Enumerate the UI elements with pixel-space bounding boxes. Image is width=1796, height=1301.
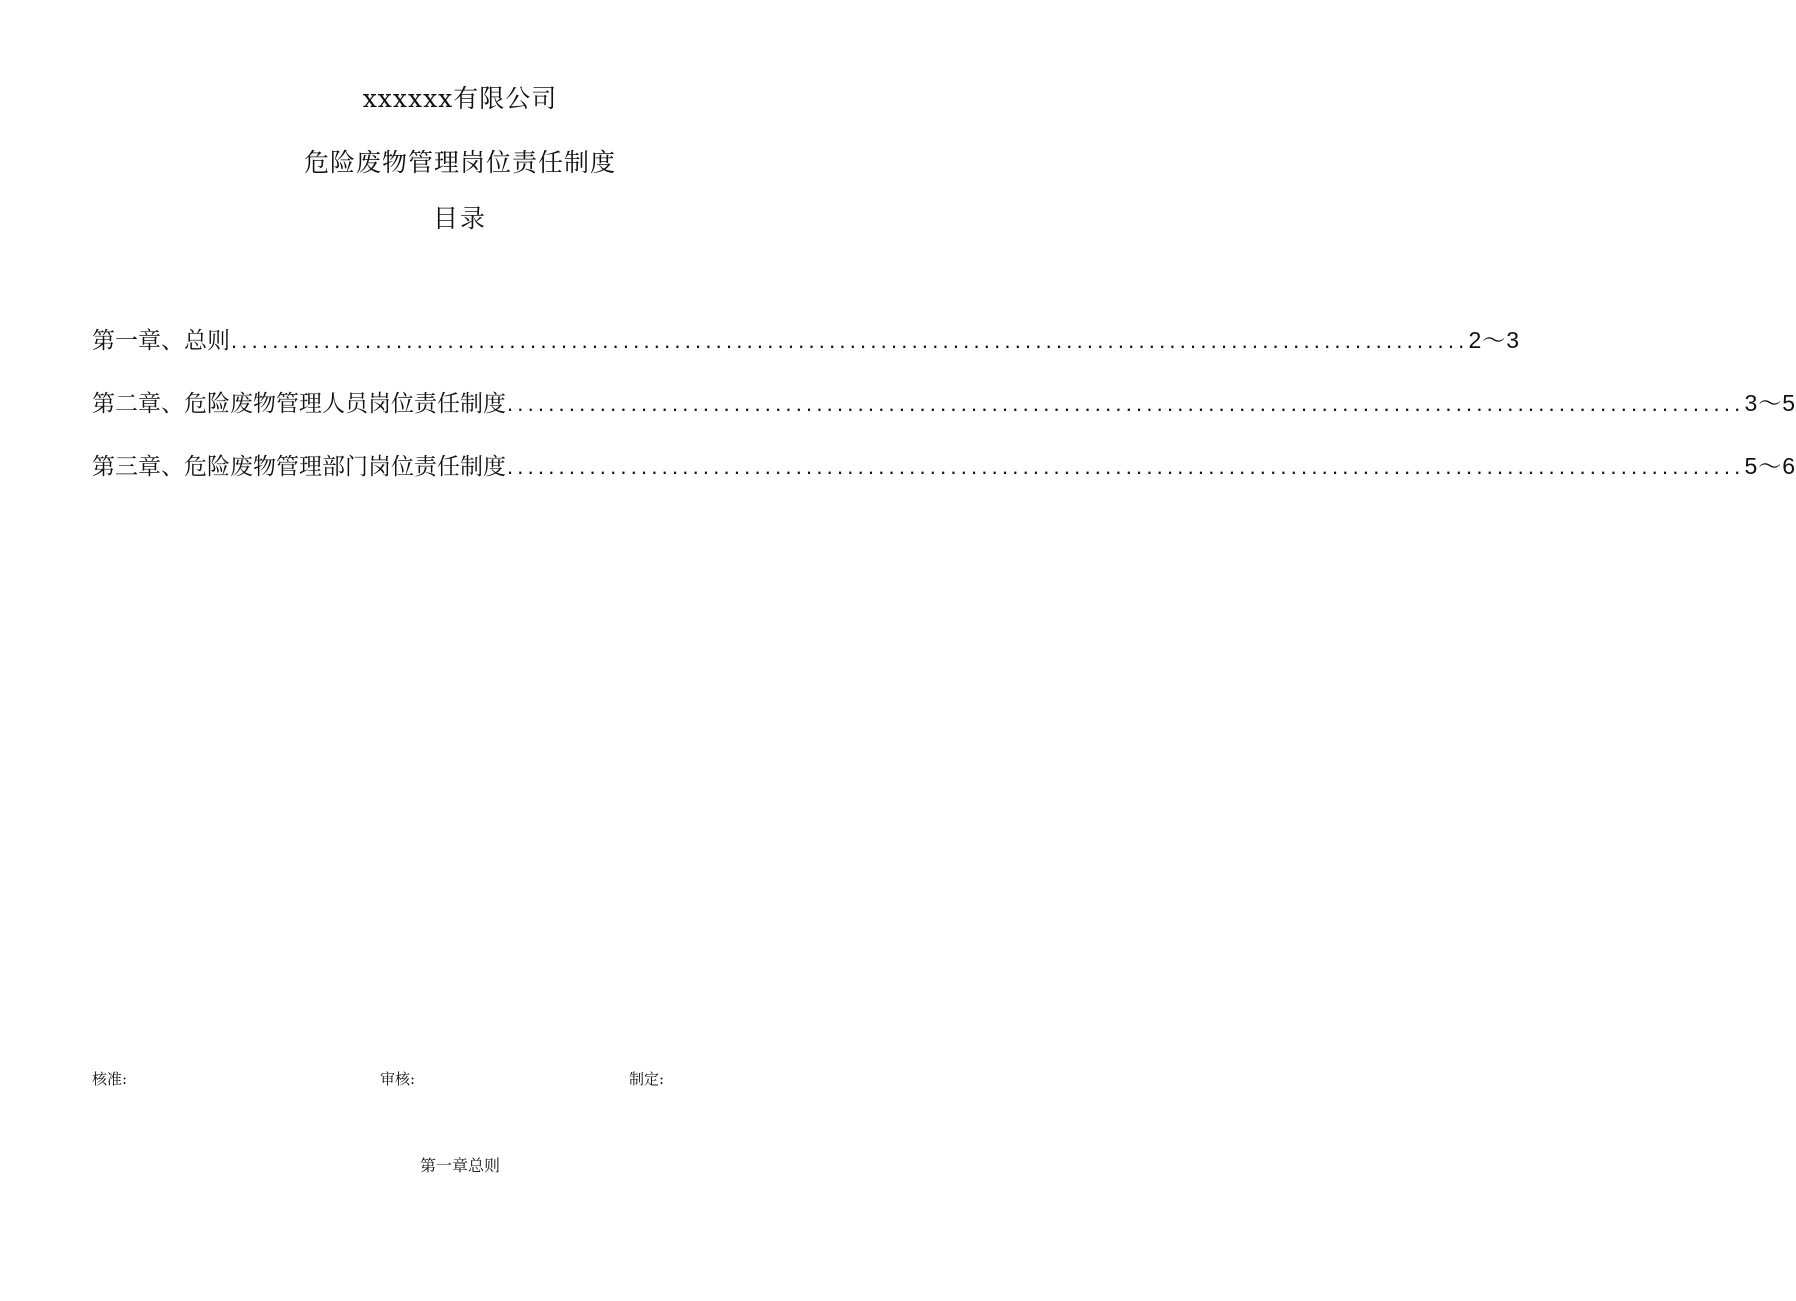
prepared-by-signature-label: 制定: <box>629 1070 665 1088</box>
toc-entry-pages: 5〜6 <box>1744 453 1796 479</box>
toc-dot-leader: ........................................................................................................................ <box>507 391 1745 416</box>
toc-entry-chapter-3[interactable] <box>92 446 1796 486</box>
toc-entry-label: 第二章、危险废物管理人员岗位责任制度 <box>92 391 506 417</box>
toc-entry-chapter-1[interactable] <box>92 320 1521 360</box>
toc-entry-pages: 3〜5 <box>1744 390 1796 416</box>
toc-entry-pages: 2〜3 <box>1468 327 1521 353</box>
document-title: 危险废物管理岗位责任制度 <box>303 148 616 177</box>
chapter-one-heading: 第一章总则 <box>419 1156 500 1175</box>
table-of-contents <box>92 320 1796 509</box>
toc-entry-label: 第三章、危险废物管理部门岗位责任制度 <box>92 454 506 480</box>
toc-dot-leader: ........................................................................................................................ <box>507 454 1745 479</box>
toc-heading: 目录 <box>432 204 487 233</box>
approval-signature-label: 核准: <box>92 1070 128 1088</box>
toc-dot-leader: ........................................................................................................................ <box>231 328 1469 353</box>
company-title: xxxxxx有限公司 <box>362 84 558 113</box>
review-signature-label: 审核: <box>380 1070 416 1088</box>
toc-entry-chapter-2[interactable] <box>92 383 1796 423</box>
toc-entry-label: 第一章、总则 <box>92 328 230 354</box>
